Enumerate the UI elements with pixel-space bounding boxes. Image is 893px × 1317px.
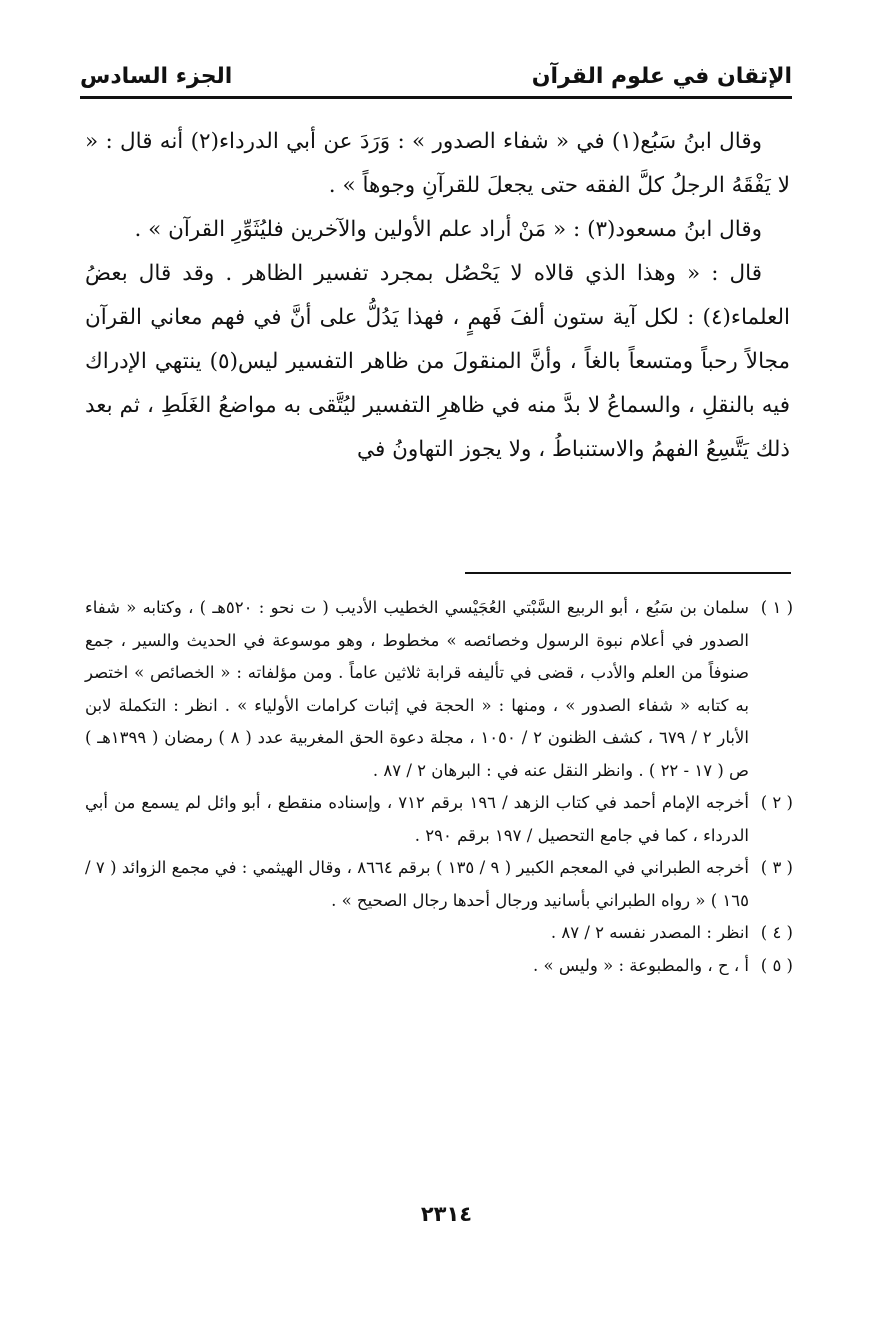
footnote	[85, 852, 793, 917]
volume-label: الجزء السادس	[80, 64, 233, 89]
page-number: ٢٣١٤	[420, 1202, 473, 1226]
body-paragraph: وقال ابنُ سَبُع(١) في « شفاء الصدور » : وَرَدَ عن أبي الدرداء(٢) أنه قال : « لا يَفْقَهُ الرجلُ كلَّ الفقه حتى يجعلَ للقرآنِ وجوهاً » .	[85, 129, 790, 198]
footnote-text: أخرجه الطبراني في المعجم الكبير ( ٩ / ١٣٥ ) برقم ٨٦٦٤ ، وقال الهيثمي : في مجمع الزوائد ( ٧ / ١٦٥ ) « رواه الطبراني بأسانيد ورجال أحدها رجال الصحيح » .	[85, 858, 749, 910]
footnote	[85, 917, 793, 950]
body-paragraph: قال : « وهذا الذي قالاه لا يَحْصُل بمجرد تفسير الظاهر . وقد قال بعضُ العلماء(٤) : لكل آية ستون ألفَ فَهمٍ ، فهذا يَدُلُّ على أنَّ في فهم معاني القرآن مجالاً رحباً ومتسعاً بالغاً ، وأنَّ المنقولَ من ظاهر التفسير ليس(٥) ينتهي الإدراك فيه بالنقلِ ، والسماعُ لا بدَّ منه في ظاهرِ التفسير ليُتَّقى به مواضعُ الغَلَطِ ، ثم بعد ذلك يَتَّسِعُ الفهمُ والاستنباطُ ، ولا يجوز التهاونُ في	[85, 261, 791, 462]
header-divider	[80, 96, 792, 99]
footnote-number: ( ٥ )	[760, 955, 793, 975]
body-paragraph: وقال ابنُ مسعود(٣) : « مَنْ أراد علم الأولين والآخرين فليُثَوِّرِ القرآن » .	[134, 217, 762, 242]
footnote-text: انظر : المصدر نفسه ٢ / ٨٧ .	[550, 923, 749, 942]
footnote-number: ( ٢ )	[760, 793, 793, 812]
footnote-number: ( ٣ )	[760, 858, 793, 877]
running-header	[80, 52, 792, 92]
footnote	[85, 950, 793, 983]
footnotes	[85, 592, 793, 982]
footnote	[85, 787, 793, 852]
main-text	[85, 120, 790, 472]
footnote-divider	[465, 572, 791, 574]
footnote-number: ( ١ )	[760, 598, 794, 617]
footnote-number: ( ٤ )	[760, 923, 793, 942]
footnote	[85, 592, 793, 787]
footnote-text: أ ، ح ، والمطبوعة : « وليس » .	[533, 955, 749, 975]
footnote-text: أخرجه الإمام أحمد في كتاب الزهد / ١٩٦ برقم ٧١٢ ، وإسناده منقطع ، أبو وائل لم يسمع من أبي الدرداء ، كما في جامع التحصيل / ١٩٧ برقم ٢٩٠ .	[85, 793, 749, 845]
footnote-text: سلمان بن سَبُع ، أبو الربيع السَّبْتي العُجَيْسي الخطيب الأديب ( ت نحو : ٥٢٠هـ ) ، وكتابه « شفاء الصدور في أعلام نبوة الرسول وخصائصه » مخطوط ، وهو موسوعة في الحديث والسير ، جمع صنوفاً من العلم والأدب ، قضى في تأليفه قرابة ثلاثين عاماً . ومن مؤلفاته : « الخصائص » اختصر به كتابه « شفاء الصدور » ، ومنها : « الحجة في إثبات كرامات الأولياء » . انظر : التكملة لابن الأبار ٢ / ٦٧٩ ، كشف الظنون ٢ / ١٠٥٠ ، مجلة دعوة الحق المغربية عدد ( ٨ ) رمضان ( ١٣٩٩هـ ) ص ( ١٧ - ٢٢ ) . وانظر النقل عنه في : البرهان ٢ / ٨٧ .	[85, 598, 750, 780]
book-title: الإتقان في علوم القرآن	[531, 64, 792, 89]
